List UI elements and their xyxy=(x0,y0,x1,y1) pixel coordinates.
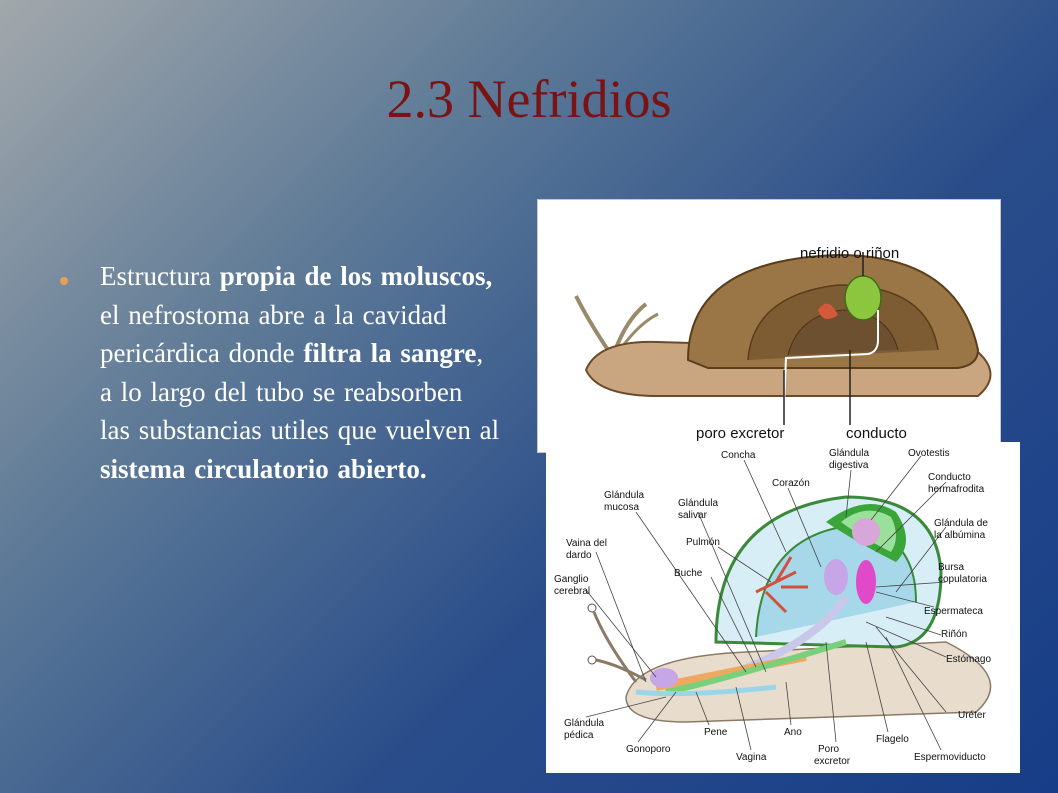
label-conducto-hermafrodita: Conducto xyxy=(928,472,971,483)
label-vagina: Vagina xyxy=(736,752,767,763)
label-rinon: Riñón xyxy=(941,629,968,640)
slide-title: 2.3 Nefridios xyxy=(386,69,672,129)
label-buche: Buche xyxy=(674,568,703,579)
label-ureter: Uréter xyxy=(958,710,986,721)
label-estomago: Estómago xyxy=(946,654,992,665)
label-glandula-salivar: Glándula xyxy=(678,498,719,509)
label-flagelo: Flagelo xyxy=(876,734,909,745)
label-conducto: conducto xyxy=(846,425,907,442)
label-pene: Pene xyxy=(704,727,728,738)
label-bursa: Bursa xyxy=(938,562,965,573)
label-glandula-mucosa-2: mucosa xyxy=(604,502,640,513)
label-glandula-digestiva-2: digestiva xyxy=(829,460,869,471)
label-glandula-pedica-2: pédica xyxy=(564,730,594,741)
label-ganglio-2: cerebral xyxy=(554,586,591,597)
label-ganglio: Ganglio xyxy=(554,574,589,585)
bullet-bold-part: filtra la sangre xyxy=(303,338,477,368)
label-glandula-albumina: Glándula de xyxy=(934,518,988,529)
label-nefridio: nefridio o riñon xyxy=(800,245,900,262)
label-espermoviducto: Espermoviducto xyxy=(914,752,986,763)
label-glandula-salivar-2: salivar xyxy=(678,510,707,521)
label-conducto-hermafrodita-2: hermafrodita xyxy=(928,484,985,495)
label-concha: Concha xyxy=(721,450,756,461)
label-corazon: Corazón xyxy=(772,478,810,489)
label-glandula-digestiva: Glándula xyxy=(829,448,870,459)
bullet-dot-icon xyxy=(60,277,68,285)
label-vaina-dardo-2: dardo xyxy=(566,550,592,561)
label-espermateca: Espermateca xyxy=(924,606,983,617)
bullet-bold-part: sistema circulatorio abierto. xyxy=(100,453,427,484)
bullet-text-part: el nefrostoma abre a la cavidad pericárdica donde xyxy=(100,299,447,368)
label-ovotestis: Ovotestis xyxy=(908,448,950,459)
snail-nephridium-illustration xyxy=(537,199,1001,453)
bullet-text-part: Estructura xyxy=(100,261,220,291)
snail-anatomy-illustration xyxy=(546,442,1020,773)
label-poro-excretor: poro excretor xyxy=(696,425,785,442)
label-ano: Ano xyxy=(784,727,802,738)
label-poro-excretor-b-2: excretor xyxy=(814,756,851,767)
bullet-item xyxy=(60,257,500,488)
label-gonoporo: Gonoporo xyxy=(626,744,671,755)
label-vaina-dardo: Vaina del xyxy=(566,538,607,549)
label-glandula-pedica: Glándula xyxy=(564,718,605,729)
label-glandula-albumina-2: la albúmina xyxy=(934,530,986,541)
label-glandula-mucosa: Glándula xyxy=(604,490,645,501)
label-bursa-2: copulatoria xyxy=(938,574,987,585)
bullet-bold-part: propia de los moluscos, xyxy=(219,261,493,291)
label-pulmon: Pulmón xyxy=(686,537,720,548)
bullet-text xyxy=(100,257,500,488)
bullet-text-part: , a lo largo del tubo se reabsorben las substancias utiles que vuelven al xyxy=(100,338,500,445)
label-poro-excretor-b: Poro xyxy=(818,744,840,755)
